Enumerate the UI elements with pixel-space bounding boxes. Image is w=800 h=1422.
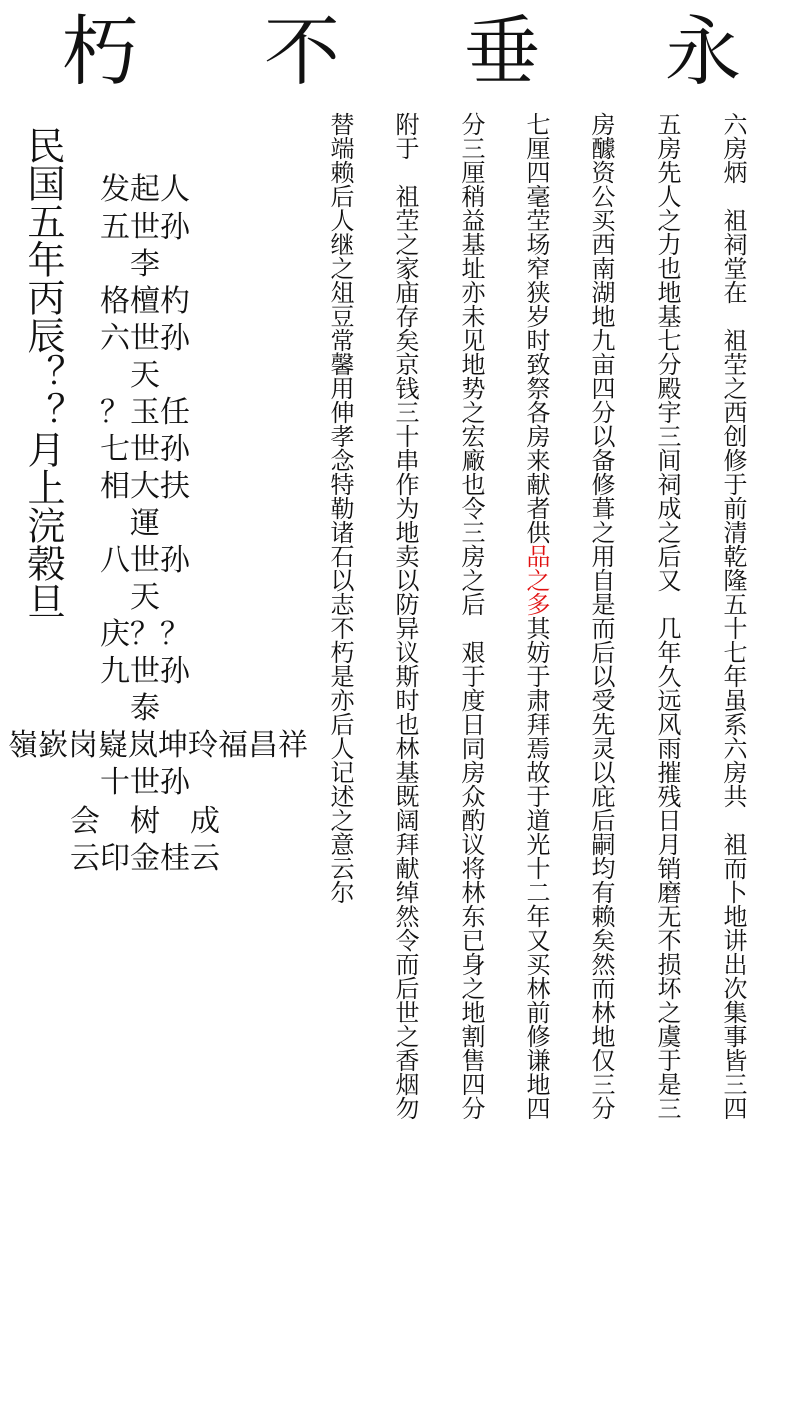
title-char-2: 垂 [464,7,540,96]
credit-line-7: ？玉任 [100,395,190,430]
credit-line-4: 格檀杓 [100,284,190,319]
title-char-4: 朽 [62,7,138,96]
credit-line-6: 天 [130,358,160,393]
inscription-column-1: 六房炳 祖祠堂在 祖茔之西创修于前清乾隆五十七年虽系六房共 祖而卜地讲出次集事皆三四 [719,112,747,1120]
column-4-text-b: 其妨于肃拜焉故于道光十二年又买林前修谦地四 [522,616,550,1120]
credit-line-15: 泰 [130,691,160,726]
credit-line-5: 六世孙 [100,321,190,356]
inscription-column-7: 替端赖后人继之俎豆常馨用伸孝念特勒诸石以志不朽是亦后人记述之意云尔 [326,112,354,904]
credit-line-13: 庆？？ [100,617,190,652]
credit-line-11: 八世孙 [100,543,190,578]
credit-line-2: 五世孙 [100,210,190,245]
credit-line-17: 十世孙 [100,765,190,800]
column-4-highlight: 品之多 [522,544,550,616]
title-char-3: 不 [264,7,340,96]
inscription-column-5: 分三厘稍益基址亦未见地势之宏廠也令三房之后 艰于度日同房众酌议将林东已身之地割售四分 [457,112,485,1120]
credit-line-16: 嶺嶔岗嶷岚坤玲福昌祥 [8,728,308,763]
stele-title [0,2,800,102]
date-column: 民国五年丙辰？？月上浣榖旦 [21,126,65,620]
inscription-column-6: 附于 祖茔之家庙存矣京钱三十串作为地卖以防异议斯时也林基既阔拜献绰然令而后世之香烟勿 [391,112,419,1120]
inscription-column-4 [523,112,551,1120]
credit-line-1: 发起人 [100,172,190,207]
inscription-column-2: 五房先人之力也地基七分殿宇三间祠成之后又 几年久远风雨摧残日月销磨无不损坏之虞于是三 [653,112,681,1120]
credit-line-9: 相大扶 [100,469,190,504]
title-char-1: 永 [665,7,741,96]
credit-line-12: 天 [130,580,160,615]
credit-line-19: 云印金桂云 [70,841,220,876]
credit-line-3: 李 [130,247,160,282]
credit-line-14: 九世孙 [100,654,190,689]
column-4-text-a: 七厘四毫茔场窄狭岁时致祭各房来献者供 [522,112,550,544]
credit-line-8: 七世孙 [100,432,190,467]
inscription-column-3: 房醵资公买西南湖地九亩四分以备修葺之用自是而后以受先灵以庇后嗣均有赖矣然而林地仅三分 [587,112,615,1120]
credit-line-10: 運 [130,506,160,541]
credit-line-18: 会 树 成 [70,804,220,839]
